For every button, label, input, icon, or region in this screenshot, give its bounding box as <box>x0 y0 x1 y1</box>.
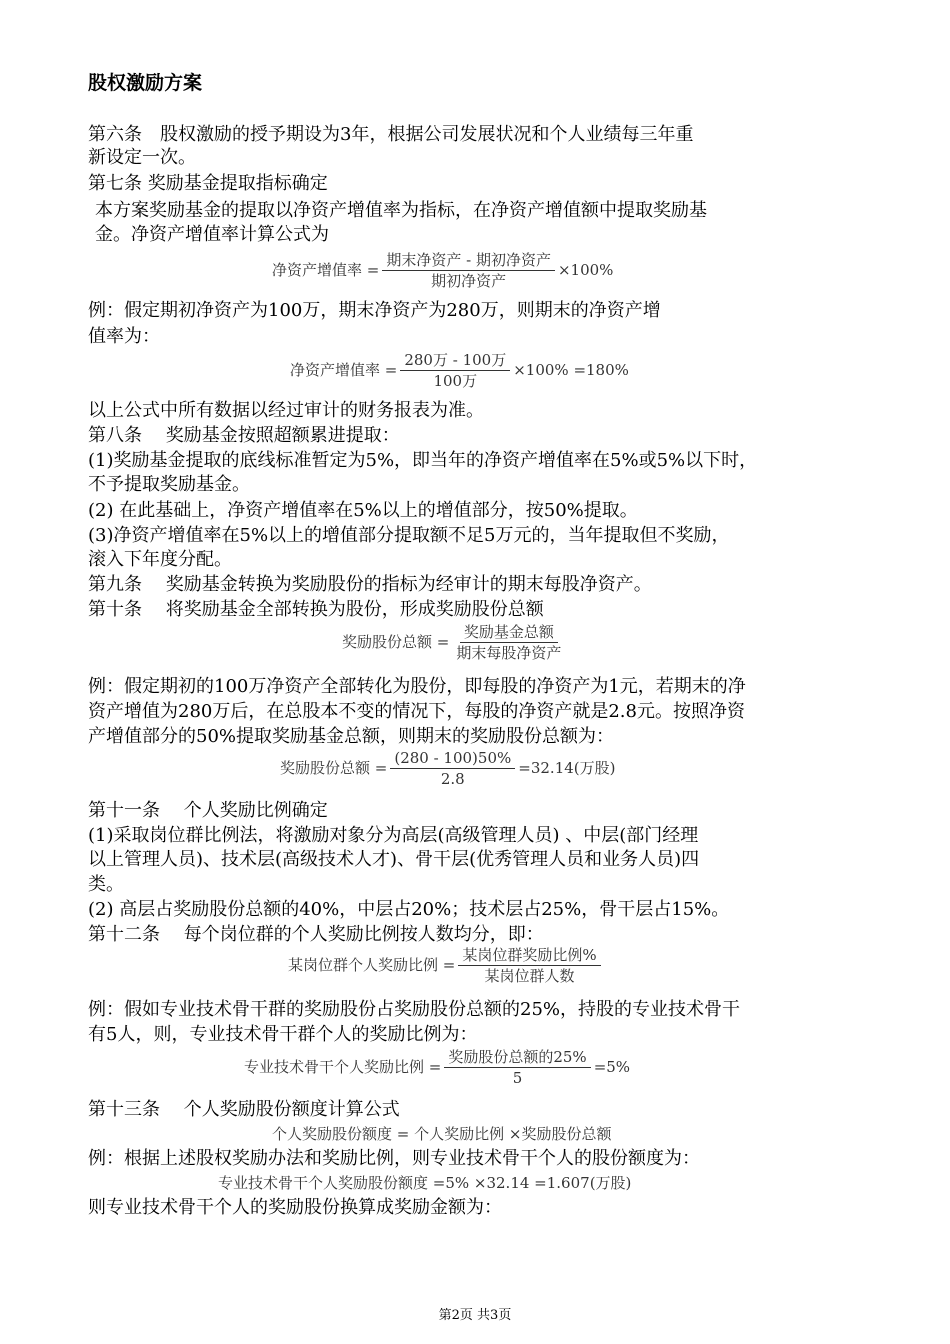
paragraph-line: 例：假如专业技术骨干群的奖励股份占奖励股份总额的25%，持股的专业技术骨干 <box>88 999 741 1020</box>
formula-denominator: 期初净资产 <box>431 272 507 290</box>
paragraph-line: 第十二条 每个岗位群的个人奖励比例按人数均分，即： <box>88 924 544 945</box>
formula-lhs: 专业技术骨干个人奖励比例 = <box>244 1058 442 1076</box>
formula-denominator: 某岗位群人数 <box>484 967 575 985</box>
formula-lhs: 奖励股份总额 = <box>280 759 388 777</box>
paragraph-line: 有5人，则，专业技术骨干群个人的奖励比例为： <box>88 1024 478 1045</box>
formula-lhs: 某岗位群个人奖励比例 = <box>288 956 456 974</box>
formula-numerator: 奖励基金总额 <box>460 624 558 643</box>
paragraph-line: (1)奖励基金提取的底线标准暂定为5%，即当年的净资产增值率在5%或5%以下时， <box>88 450 758 471</box>
paragraph-line: 第九条 奖励基金转换为奖励股份的指标为经审计的期末每股净资产。 <box>88 574 652 595</box>
paragraph-line: 不予提取奖励基金。 <box>88 474 250 495</box>
paragraph-line: 本方案奖励基金的提取以净资产增值率为指标，在净资产增值额中提取奖励基 <box>95 200 707 221</box>
paragraph-line: 值率为： <box>88 326 160 347</box>
paragraph-line: 例：假定期初净资产为100万，期末净资产为280万，则期末的净资产增 <box>88 300 661 321</box>
paragraph-line: 第六条 股权激励的授予期设为3年，根据公司发展状况和个人业绩每三年重 <box>88 124 694 145</box>
formula-rhs: ×100% =180% <box>513 361 629 379</box>
document-title: 股权激励方案 <box>88 72 203 94</box>
paragraph-line: (2) 在此基础上，净资产增值率在5%以上的增值部分，按50%提取。 <box>88 500 638 521</box>
paragraph-line: 第十三条 个人奖励股份额度计算公式 <box>88 1099 400 1120</box>
paragraph-line: 资产增值为280万后，在总股本不变的情况下，每股的净资产就是2.8元。按照净资 <box>88 701 745 722</box>
formula-rhs: ×100% <box>557 261 614 279</box>
paragraph-line: 则专业技术骨干个人的奖励股份换算成奖励金额为： <box>88 1197 502 1218</box>
formula-rhs: =32.14(万股) <box>518 759 616 777</box>
formula-numerator: 期末净资产 - 期初净资产 <box>382 252 555 271</box>
formula-growth-rate <box>272 252 613 290</box>
formula-lhs: 奖励股份总额 = <box>342 633 450 651</box>
page-footer: 第2页 共3页 <box>438 1308 512 1323</box>
paragraph-line: 滚入下年度分配。 <box>88 549 232 570</box>
formula-reward-shares-example <box>280 750 615 788</box>
formula-growth-example <box>290 352 629 390</box>
paragraph-line: 类。 <box>88 874 124 895</box>
formula-lhs: 净资产增值率 = <box>272 261 380 279</box>
paragraph-line: 产增值部分的50%提取奖励基金总额，则期末的奖励股份总额为： <box>88 726 615 747</box>
paragraph-line: 例：根据上述股权奖励办法和奖励比例，则专业技术骨干个人的股份额度为： <box>88 1148 700 1169</box>
formula-denominator: 100万 <box>433 372 478 390</box>
paragraph-line: 金。净资产增值率计算公式为 <box>95 224 329 245</box>
formula-rhs: =5% <box>593 1058 631 1076</box>
formula-numerator: 某岗位群奖励比例% <box>458 947 600 966</box>
formula-denominator: 期末每股净资产 <box>456 644 562 662</box>
paragraph-line: 第八条 奖励基金按照超额累进提取： <box>88 425 400 446</box>
paragraph-line: (3)净资产增值率在5%以上的增值部分提取额不足5万元的，当年提取但不奖励， <box>88 525 730 546</box>
paragraph-line: (1)采取岗位群比例法，将激励对象分为高层(高级管理人员) 、中层(部门经理 <box>88 825 699 846</box>
paragraph-line: 第十条 将奖励基金全部转换为股份，形成奖励股份总额 <box>88 599 544 620</box>
formula-individual-ratio <box>288 947 604 985</box>
formula-denominator: 5 <box>512 1069 523 1087</box>
paragraph-line: 第七条 奖励基金提取指标确定 <box>88 173 328 194</box>
formula-numerator: 280万 - 100万 <box>400 352 510 371</box>
formula-reward-shares <box>342 624 568 662</box>
paragraph-line: 以上管理人员)、技术层(高级技术人才)、骨干层(优秀管理人员和业务人员)四 <box>88 849 700 870</box>
formula-denominator: 2.8 <box>440 770 465 788</box>
paragraph-line: (2) 高层占奖励股份总额的40%，中层占20%；技术层占25%，骨干层占15%。 <box>88 899 730 920</box>
paragraph-line: 以上公式中所有数据以经过审计的财务报表为准。 <box>88 400 484 421</box>
formula-individual-ratio-example <box>244 1049 630 1087</box>
formula-lhs: 净资产增值率 = <box>290 361 398 379</box>
formula-individual-quota-example: 专业技术骨干个人奖励股份额度 =5% ×32.14 =1.607(万股) <box>218 1174 632 1192</box>
paragraph-line: 新设定一次。 <box>88 147 196 168</box>
formula-numerator: (280 - 100)50% <box>390 750 515 769</box>
paragraph-line: 第十一条 个人奖励比例确定 <box>88 800 328 821</box>
paragraph-line: 例：假定期初的100万净资产全部转化为股份，即每股的净资产为1元，若期末的净 <box>88 676 746 697</box>
formula-numerator: 奖励股份总额的25% <box>444 1049 590 1068</box>
formula-individual-quota: 个人奖励股份额度 = 个人奖励比例 ×奖励股份总额 <box>272 1125 612 1143</box>
